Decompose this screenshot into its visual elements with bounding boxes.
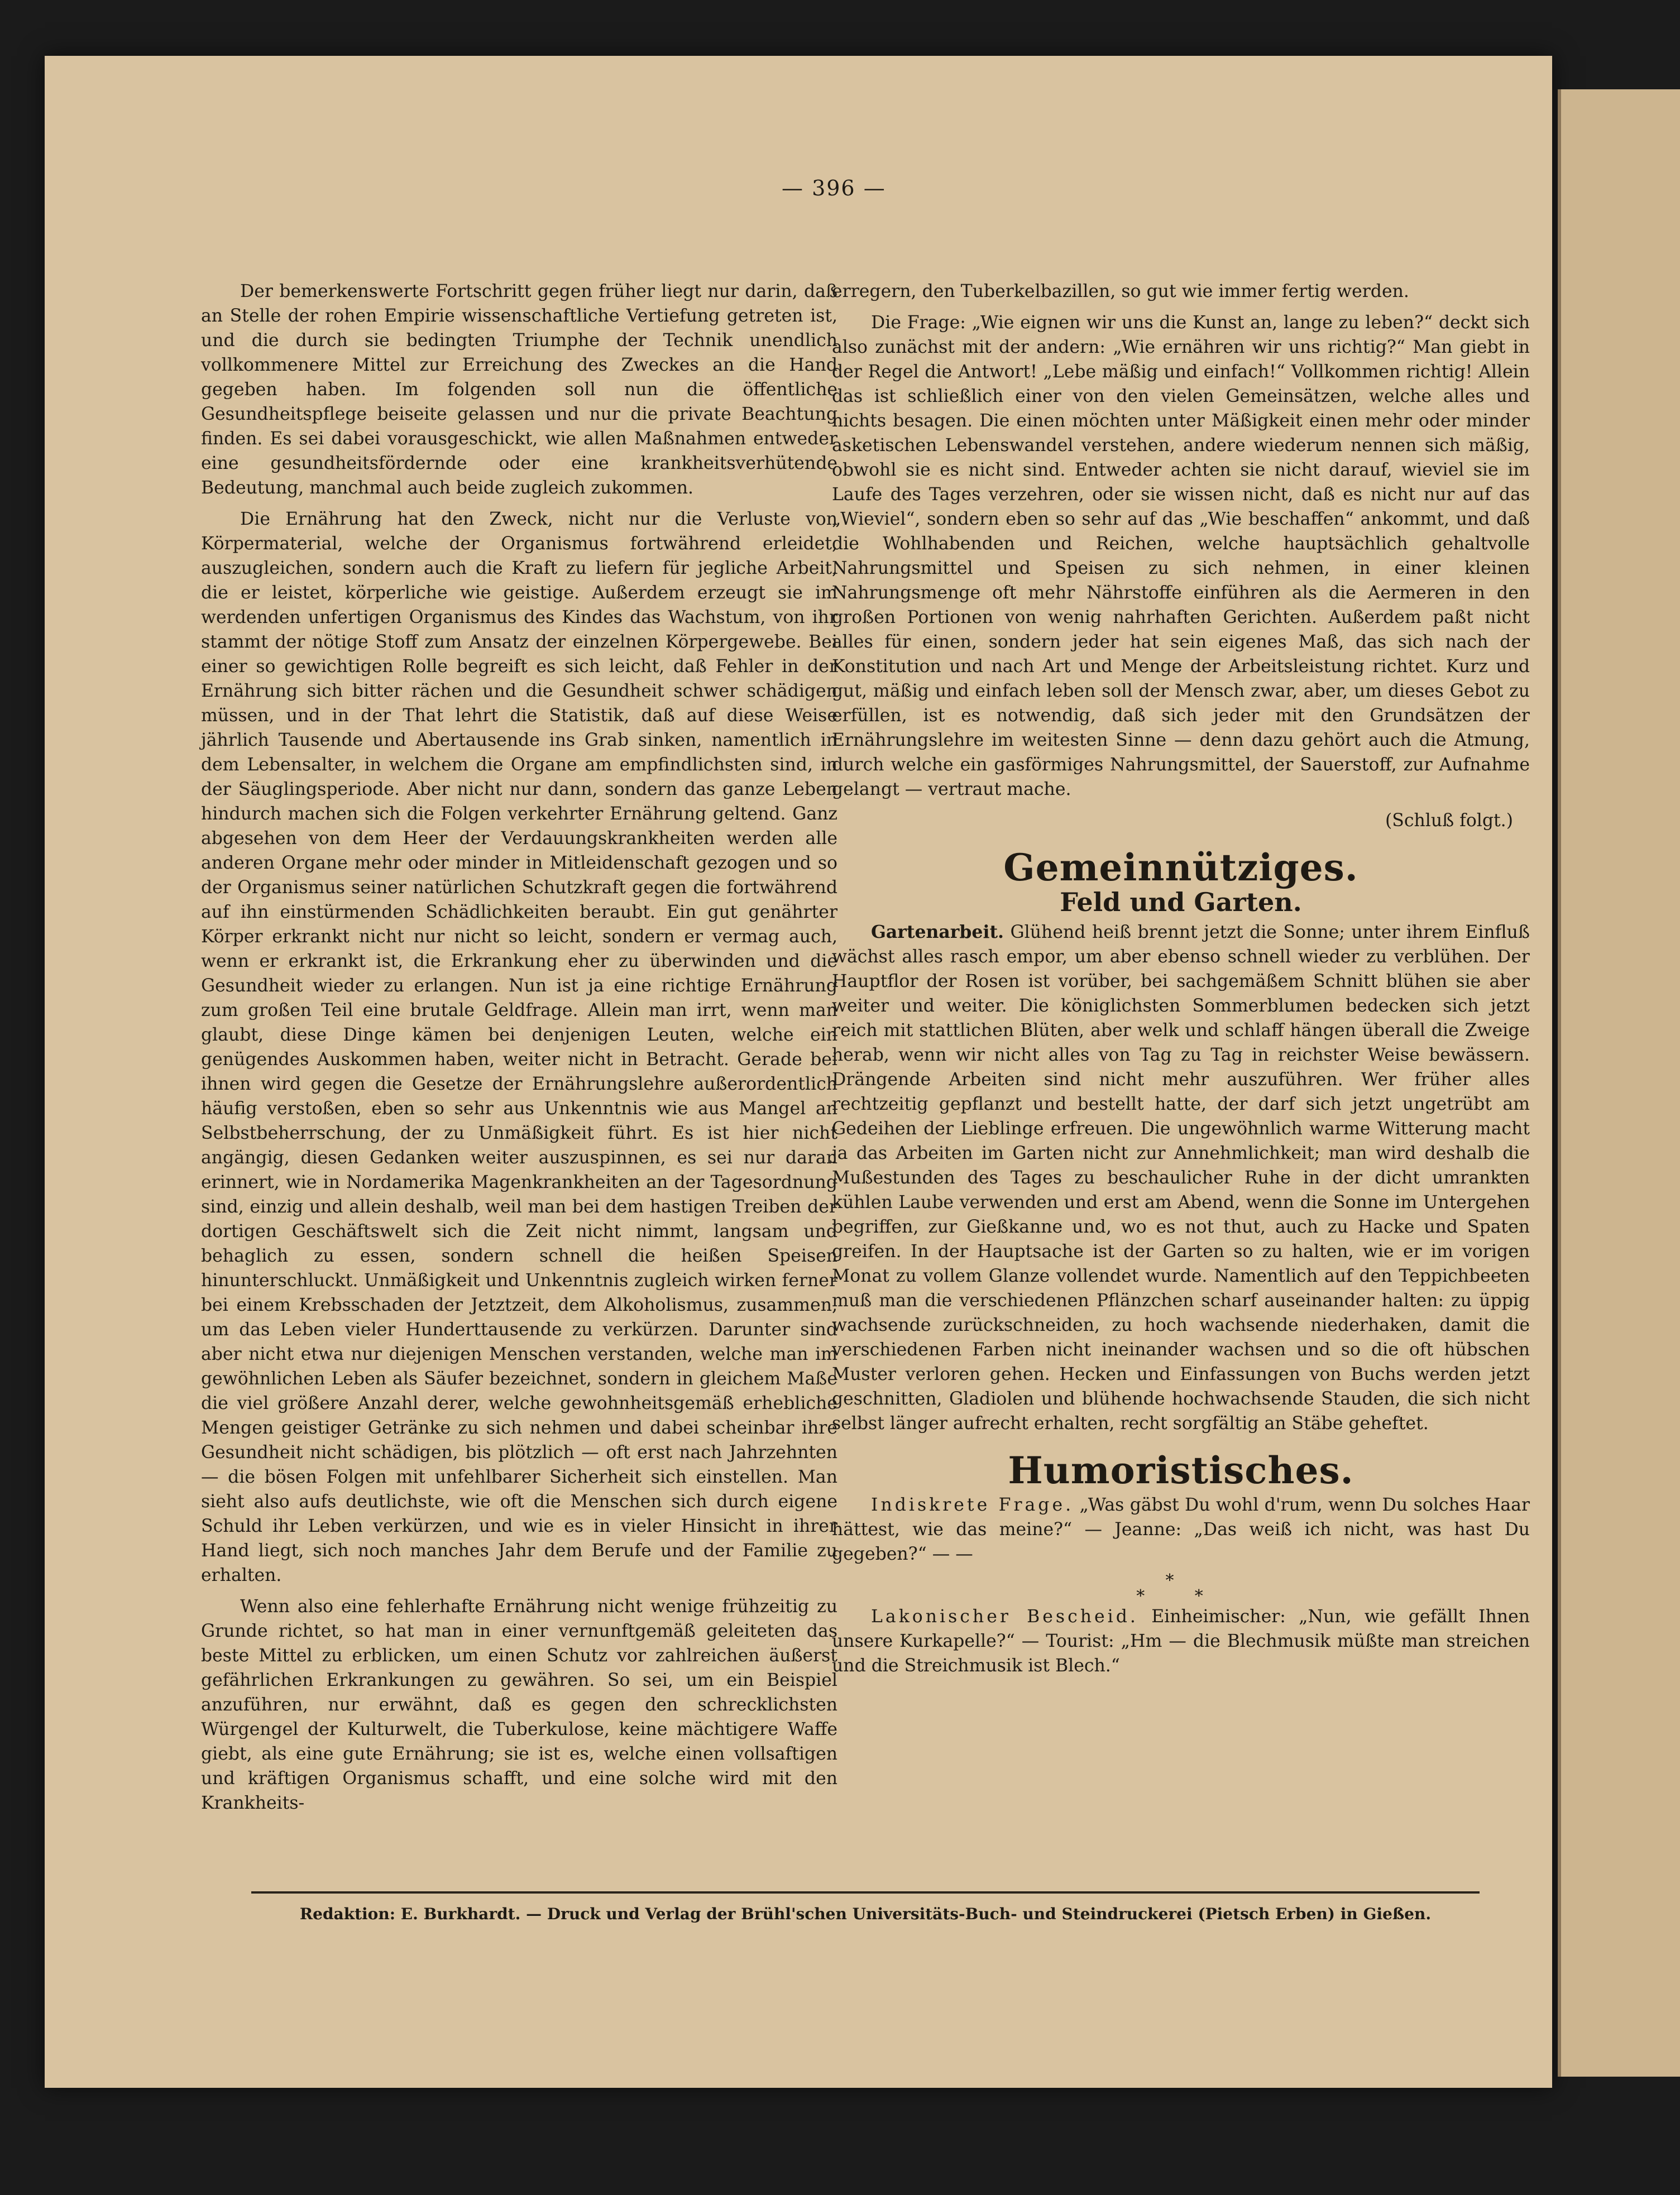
joke-label-lakonischer-bescheid: Lakonischer Bescheid. <box>871 1607 1138 1627</box>
conclusion-note: (Schluß folgt.) <box>1385 811 1513 831</box>
footer-imprint: Redaktion: E. Burkhardt. — Druck und Verlag der Brühl'schen Universitäts-Buch- und Steindruckerei (Pietsch Erben) in Gießen. <box>299 1905 1432 1923</box>
asterism-bottom: * * <box>1136 1587 1226 1606</box>
joke-text-indiskrete-frage: „Was gäbst Du wohl d'rum, wenn Du solches Haar hättest, wie das meine?“ — Jeanne: „Das weiß ich nicht, was hast Du gegeben?“ — — <box>832 1495 1530 1564</box>
joke-label-indiskrete-frage: Indiskrete Frage. <box>871 1495 1074 1515</box>
section-title-gemeinnuetziges: Gemeinnütziges. <box>1003 846 1358 889</box>
paragraph-ernaehrung: Die Ernährung hat den Zweck, nicht nur die Verluste von Körpermaterial, welche der Organismus fortwährend erleidet, auszugleichen, sondern auch die Kraft zu liefern für jegliche Arbeit, die er leistet, körperliche wie geistige. Außerdem erzeugt sie im werdenden unfertigen Organismus des Kindes das Wachstum, von ihr stammt der nötige Stoff zum Ansatz der einzelnen Körpergewebe. Bei einer so gewichtigen Rolle begreift es sich leicht, daß Fehler in der Ernährung sich bitter rächen und die Gesundheit schwer schädigen müssen, und in der That lehrt die Statistik, daß auf diese Weise jährlich Tausende und Abertausende ins Grab sinken, namentlich in dem Lebensalter, in welchem die Organe am empfindlichsten sind, in der Säuglingsperiode. Aber nicht nur dann, sondern das ganze Leben hindurch machen sich die Folgen verkehrter Ernährung geltend. Ganz abgesehen von dem Heer der Verdauungskrankheiten werden alle anderen Organe mehr oder minder in Mitleidenschaft gezogen und so der Organismus seiner natürlichen Schutzkraft gegen die fortwährend auf ihn einstürmenden Schädlichkeiten beraubt. Ein gut genährter Körper erkrankt nicht nur nicht so leicht, sondern er vermag auch, wenn er erkrankt ist, die Erkrankung eher zu überwinden und die Gesundheit wieder zu erlangen. Nun ist ja eine richtige Ernährung zum großen Teil eine brutale Geldfrage. Allein man irrt, wenn man glaubt, diese Dinge kämen bei denjenigen Leuten, welche ein genügendes Auskommen haben, weiter nicht in Betracht. Gerade bei ihnen wird gegen die Gesetze der Ernährungslehre außerordentlich häufig verstoßen, eben so sehr aus Unkenntnis wie aus Mangel an Selbstbeherrschung, der zu Unmäßigkeit führt. Es ist hier nicht angängig, diesen Gedanken weiter auszuspinnen, es sei nur daran erinnert, wie in Nordamerika Magenkrankheiten an der Tagesordnung sind, einzig und allein deshalb, weil man bei dem hastigen Treiben der dortigen Geschäftswelt sich die Zeit nicht nimmt, langsam und behaglich zu essen, sondern schnell die heißen Speisen hinunterschluckt. Unmäßigkeit und Unkenntnis zugleich wirken ferner bei einem Krebsschaden der Jetztzeit, dem Alkoholismus, zusammen, um das Leben vieler Hunderttausende zu verkürzen. Darunter sind aber nicht etwa nur diejenigen Menschen verstanden, welche man im gewöhnlichen Leben als Säufer bezeichnet, sondern in gleichem Maße die viel größere Anzahl derer, welche gewohnheitsgemäß erhebliche Mengen geistiger Getränke zu sich nehmen und dabei scheinbar ihre Gesundheit nicht schädigen, bis plötzlich — oft erst nach Jahrzehnten — die bösen Folgen mit unfehlbarer Sicherheit sich einstellen. Man sieht also aufs deutlichste, wie oft die Menschen sich durch eigene Schuld ihr Leben verkürzen, und wie es in vieler Hinsicht in ihrer Hand liegt, sich noch manches Jahr dem Berufe und der Familie zu erhalten. <box>201 509 837 1585</box>
adjacent-page-edge <box>1558 89 1680 2077</box>
joke-text-lakonischer-bescheid: Einheimischer: „Nun, wie gefällt Ihnen unsere Kurkapelle?“ — Tourist: „Hm — die Blechmusik müßte man streichen und die Streichmusik ist Blech.“ <box>832 1607 1530 1676</box>
paragraph-intro: Der bemerkenswerte Fortschritt gegen früher liegt nur darin, daß an Stelle der rohen Empirie wissenschaftliche Vertiefung getreten ist, und die durch sie bedingten Triumphe der Technik unendlich vollkommenere Mittel zur Erreichung des Zweckes an die Hand gegeben haben. Im folgenden soll nun die öffentliche Gesundheitspflege beiseite gelassen und nur die private Beachtung finden. Es sei dabei vorausgeschickt, wie allen Maßnahmen entweder eine gesundheitsfördernde oder eine krankheitsverhütende Bedeutung, manchmal auch beide zugleich zukommen. <box>201 281 837 498</box>
paragraph-continuation: erregern, den Tuberkelbazillen, so gut wie immer fertig werden. <box>832 281 1409 301</box>
paragraph-frage: Die Frage: „Wie eignen wir uns die Kunst an, lange zu leben?“ deckt sich also zunächst mit der andern: „Wie ernähren wir uns richtig?“ Man giebt in der Regel die Antwort! „Lebe mäßig und einfach!“ Vollkommen richtig! Allein das ist schließlich einer von den vielen Gemeinsätzen, welche alles und nichts besagen. Die einen möchten unter Mäßigkeit einen mehr oder minder asketischen Lebenswandel verstehen, andere wiederum nennen sich mäßig, obwohl sie es nicht sind. Entweder achten sie nicht darauf, wieviel sie im Laufe des Tages verzehren, oder sie wissen nicht, daß es nicht nur auf das „Wieviel“, sondern eben so sehr auf das „Wie beschaffen“ ankommt, und daß die Wohlhabenden und Reichen, welche hauptsächlich gehaltvolle Nahrungsmittel und Speisen zu sich nehmen, in einer kleinen Nahrungsmenge oft mehr Nährstoffe einführen als die Aermeren in den großen Portionen von wenig nahrhaften Gerichten. Außerdem paßt nicht alles für einen, sondern jeder hat sein eigenes Maß, das sich nach der Konstitution und nach Art und Menge der Arbeitsleistung richtet. Kurz und gut, mäßig und einfach leben soll der Mensch zwar, aber, um dieses Gebot zu erfüllen, ist es notwendig, daß sich jeder mit den Grundsätzen der Ernährungslehre im weitesten Sinne — denn dazu gehört auch die Atmung, durch welche ein gasförmiges Nahrungsmittel, der Sauerstoff, zur Aufnahme gelangt — vertraut mache. <box>832 313 1530 799</box>
right-column <box>832 279 1530 1685</box>
paragraph-fehlerhafte-ernaehrung: Wenn also eine fehlerhafte Ernährung nicht wenige frühzeitig zu Grunde richtet, so hat man in einer vernunftgemäß geleiteten das beste Mittel zu erblicken, um einen Schutz vor zahlreichen äußerst gefährlichen Erkrankungen zu gewähren. So sei, um ein Beispiel anzuführen, nur erwähnt, daß es gegen den schrecklichsten Würgengel der Kulturwelt, die Tuberkulose, keine mächtigere Waffe giebt, als eine gute Ernährung; sie ist es, welche einen vollsaftigen und kräftigen Organismus schafft, und eine solche wird mit den Krankheits- <box>201 1597 837 1813</box>
joke-lakonischer-bescheid <box>832 1604 1530 1678</box>
asterism-top: * <box>1165 1571 1196 1590</box>
section-title-humoristisches: Humoristisches. <box>1008 1449 1354 1492</box>
section-subtitle-feld-und-garten: Feld und Garten. <box>1060 887 1302 917</box>
left-column <box>201 279 837 1822</box>
gartenarbeit-text: Glühend heiß brennt jetzt die Sonne; unter ihrem Einfluß wächst alles rasch empor, um aber ebenso schnell wieder zu verblühen. Der Hauptflor der Rosen ist vorüber, bei sachgemäßem Schnitt blühen sie aber weiter und weiter. Die königlichsten Sommerblumen bedecken sich jetzt reich mit stattlichen Blüten, aber welk und schlaff hängen überall die Zweige herab, wenn wir nicht alles von Tag zu Tag in reichster Weise bewässern. Drängende Arbeiten sind nicht mehr auszuführen. Wer früher alles rechtzeitig gepflanzt und bestellt hatte, der darf sich jetzt ungetrübt am Gedeihen der Lieblinge erfreuen. Die ungewöhnlich warme Witterung macht ja das Arbeiten im Garten nicht zur Annehmlichkeit; man wird deshalb die Mußestunden des Tages zu beschaulicher Ruhe in der dicht umrankten kühlen Laube verwenden und erst am Abend, wenn die Sonne im Untergehen begriffen, zur Gießkanne und, wo es not thut, auch zu Hacke und Spaten greifen. In der Hauptsache ist der Garten so zu halten, wie er im vorigen Monat zu vollem Glanze vollendet wurde. Namentlich auf den Teppichbeeten muß man die verschiedenen Pflänzchen scharf auseinander halten: zu üppig wachsende zurückschneiden, zu hoch wachsende niederhaken, damit die verschiedenen Farben nicht ineinander wachsen und so die oft hübschen Muster verloren gehen. Hecken und Einfassungen von Buchs werden jetzt geschnitten, Gladiolen und blühende hochwachsende Stauden, die sich nicht selbst länger aufrecht erhalten, recht sorgfältig an Stäbe geheftet. <box>832 922 1530 1434</box>
footer-rule <box>251 1891 1480 1894</box>
paragraph-gartenarbeit <box>832 920 1530 1436</box>
page-number: — 396 — <box>782 176 886 200</box>
runin-gartenarbeit: Gartenarbeit. <box>871 922 1004 942</box>
joke-indiskrete-frage <box>832 1493 1530 1566</box>
newspaper-page <box>45 56 1552 2088</box>
